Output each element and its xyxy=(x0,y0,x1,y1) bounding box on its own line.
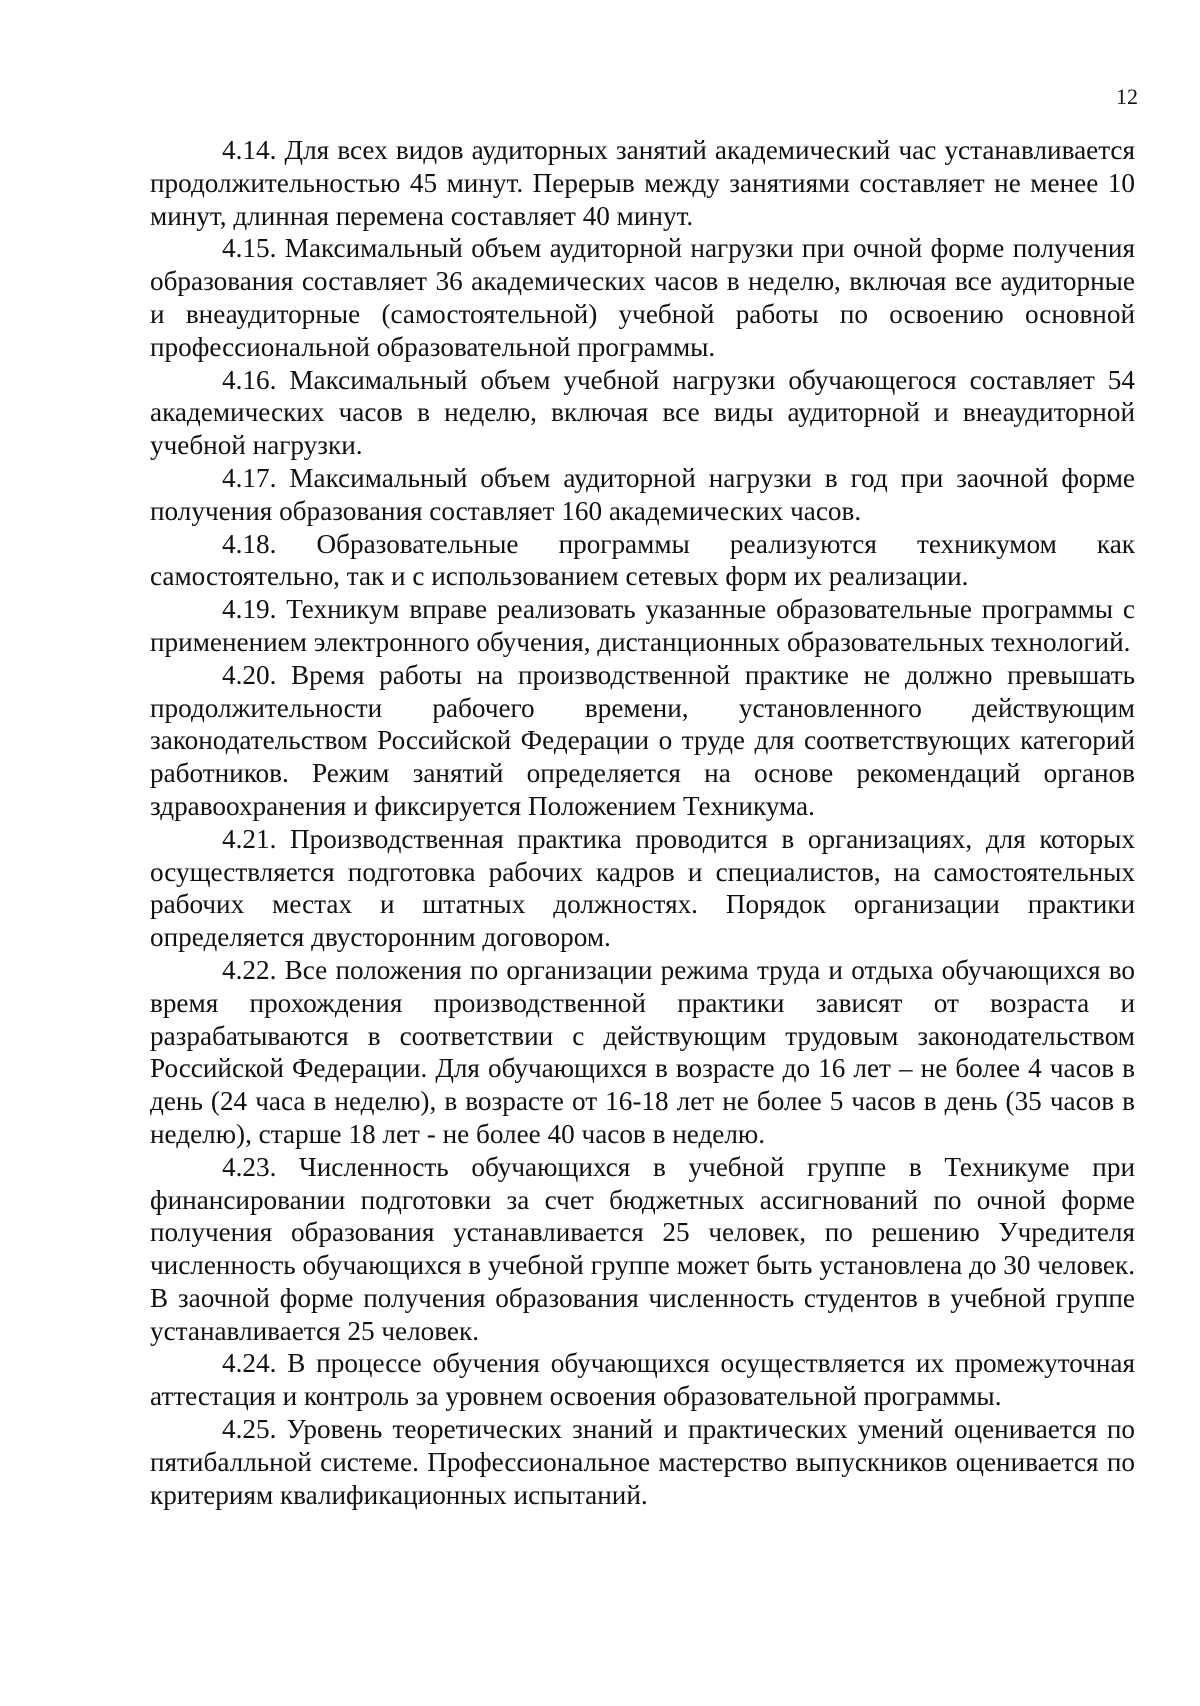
paragraph-4-22: 4.22. Все положения по организации режима труда и отдыха обучающихся во время прохождения производственной практики зависят от возраста и разрабатываются в соответствии с действующим трудовым законодательством Российской Федерации. Для обучающихся в возрасте до 16 лет – не более 4 часов в день (24 часа в неделю), в возрасте от 16-18 лет не более 5 часов в день (35 часов в неделю), старше 18 лет - не более 40 часов в неделю. xyxy=(150,954,1135,1149)
page-number: 12 xyxy=(1116,84,1138,109)
paragraph-4-16: 4.16. Максимальный объем учебной нагрузки обучающегося составляет 54 академических часов в неделю, включая все виды аудиторной и внеаудиторной учебной нагрузки. xyxy=(150,364,1135,461)
paragraph-4-19: 4.19. Техникум вправе реализовать указанные образовательные программы с применением электронного обучения, дистанционных образовательных технологий. xyxy=(150,594,1135,657)
paragraph-4-15: 4.15. Максимальный объем аудиторной нагрузки при очной форме получения образования составляет 36 академических часов в неделю, включая все аудиторные и внеаудиторные (самостоятельной) учебной работы по освоению основной профессиональной образовательной программы. xyxy=(150,233,1135,362)
paragraph-4-20: 4.20. Время работы на производственной практике не должно превышать продолжительности рабочего времени, установленного действующим законодательством Российской Федерации о труде для соответствующих категорий работников. Режим занятий определяется на основе рекомендаций органов здравоохранения и фиксируется Положением Техникума. xyxy=(150,659,1135,821)
paragraph-4-25: 4.25. Уровень теоретических знаний и практических умений оценивается по пятибалльной системе. Профессиональное мастерство выпускников оценивается по критериям квалификационных испытаний. xyxy=(150,1414,1135,1510)
paragraph-4-14: 4.14. Для всех видов аудиторных занятий академический час устанавливается продолжительностью 45 минут. Перерыв между занятиями составляет не менее 10 минут, длинная перемена составляет 40 минут. xyxy=(150,135,1135,231)
paragraph-4-24: 4.24. В процессе обучения обучающихся осуществляется их промежуточная аттестация и контроль за уровнем освоения образовательной программы. xyxy=(150,1348,1135,1412)
paragraph-4-21: 4.21. Производственная практика проводится в организациях, для которых осуществляется подготовка рабочих кадров и специалистов, на самостоятельных рабочих местах и штатных должностях. Порядок организации практики определяется двусторонним договором. xyxy=(150,823,1135,953)
paragraph-4-23: 4.23. Численность обучающихся в учебной группе в Техникуме при финансировании подготовки за счет бюджетных ассигнований по очной форме получения образования устанавливается 25 человек, по решению Учредителя численность обучающихся в учебной группе может быть установлена до 30 человек. В заочной форме получения образования численность студентов в учебной группе устанавливается 25 человек. xyxy=(150,1151,1135,1346)
paragraph-4-18: 4.18. Образовательные программы реализуются техникумом как самостоятельно, так и с использованием сетевых форм их реализации. xyxy=(150,528,1135,592)
paragraph-4-17: 4.17. Максимальный объем аудиторной нагрузки в год при заочной форме получения образования составляет 160 академических часов. xyxy=(150,462,1135,526)
document-body xyxy=(150,134,1135,1511)
